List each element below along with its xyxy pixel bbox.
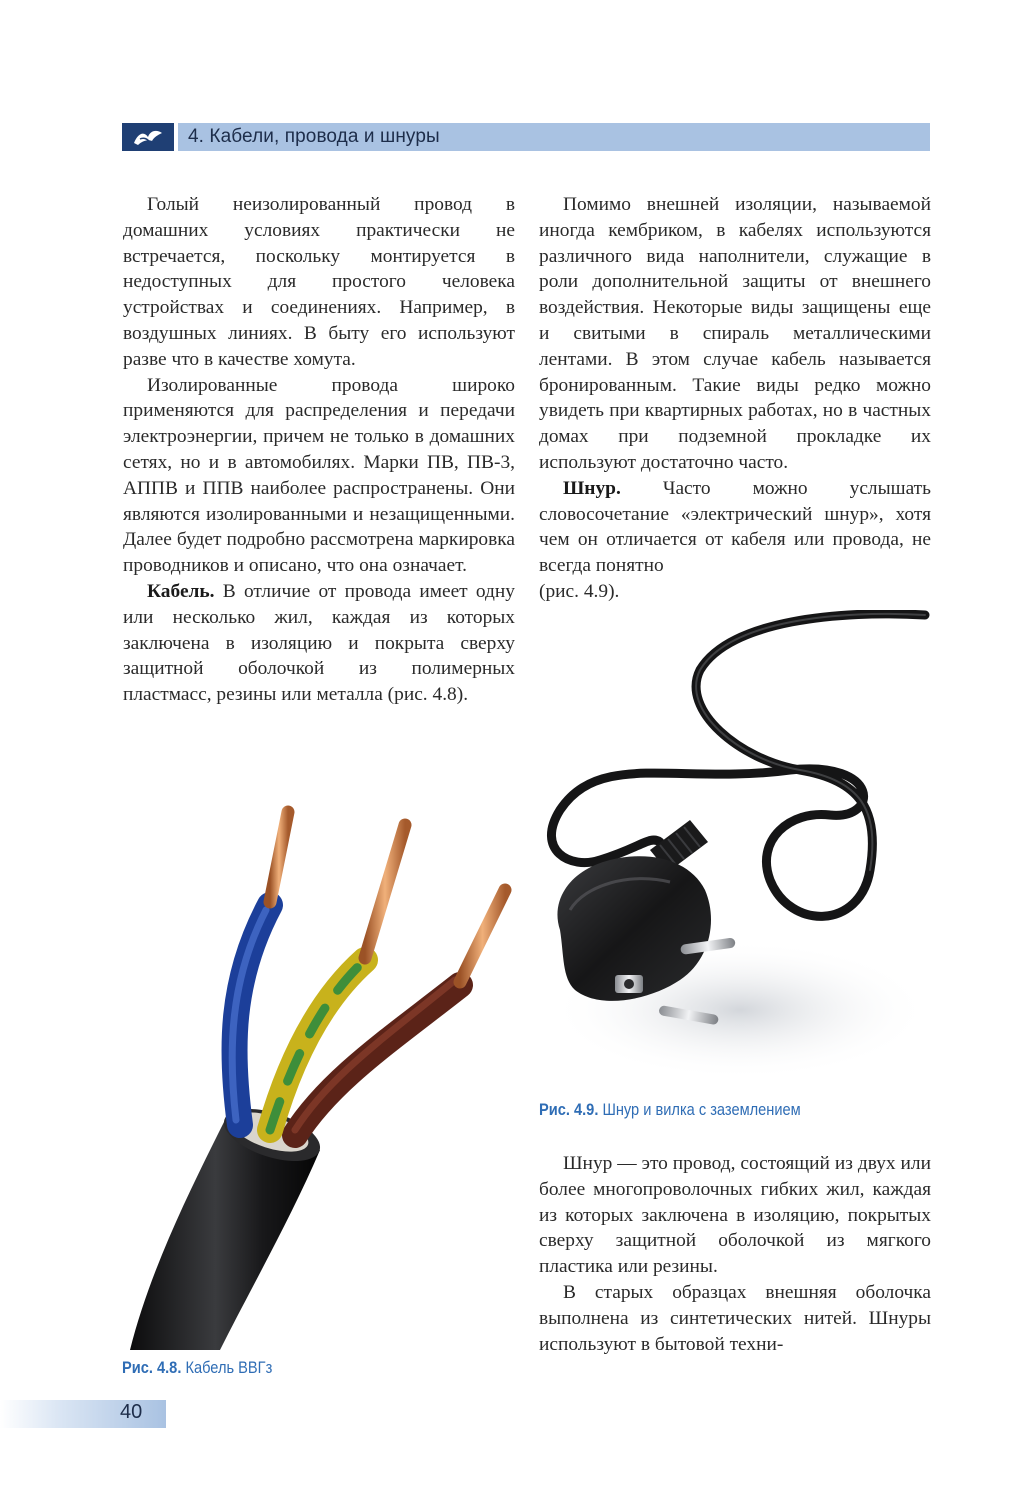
- term-cord: Шнур.: [563, 477, 621, 499]
- paragraph: [123, 579, 515, 708]
- paragraph-text: В отличие от провода имеет одну или несколько жил, каждая из которых заключена в изоляцию и покрыта сверху защитной оболочкой из полимерных пластмасс, резины или металла (рис. 4.8).: [123, 580, 515, 706]
- paragraph: Шнур — это провод, состоящий из двух или более многопроволочных гибких жил, каждая из которых заключена в изоляцию, покрытых сверху защитной оболочкой из мягкого пластика или резины.: [539, 1153, 931, 1278]
- chapter-logo: [122, 123, 174, 151]
- right-column-top: [539, 192, 931, 605]
- paragraph: Голый неизолированный провод в домашних условиях практически не встречается, поскольку монтируется в недоступных для простого человека устройствах и соединениях. Например, в воздушных линиях. В быту его используют разве что в качестве хомута.: [123, 194, 515, 370]
- figure-cable: [120, 790, 520, 1350]
- figure-caption-text: Кабель ВВГз: [181, 1358, 273, 1377]
- figure-number: Рис. 4.9.: [539, 1100, 599, 1119]
- decorative-swirl-icon: [132, 127, 166, 147]
- paragraph: Изолированные провода широко применяются для распределения и передачи электроэнергии, причем не только в домашних сетях, но и в автомобилях. Марки ПВ, ПВ-3, АППВ и ППВ наиболее распространены. Они являются изолированными и незащищенными. Далее будет подробно рассмотрена маркировка проводников и описано, что она означает.: [123, 374, 515, 577]
- chapter-title: 4. Кабели, провода и шнуры: [188, 126, 440, 147]
- figure-number: Рис. 4.8.: [122, 1358, 182, 1377]
- page-number: 40: [120, 1401, 143, 1423]
- figure-reference: (рис. 4.9).: [539, 580, 620, 602]
- term-cable: Кабель.: [147, 580, 215, 602]
- cable-illustration: [120, 790, 520, 1350]
- figure-caption-text: Шнур и вилка с заземлением: [598, 1100, 801, 1119]
- paragraph-text: Часто можно услышать словосочетание «электрический шнур», хотя чем он отличается от кабеля или провода, не всегда понятно: [539, 477, 931, 577]
- paragraph: В старых образцах внешняя оболочка выполнена из синтетических нитей. Шнуры используют в бытовой техни-: [539, 1281, 931, 1355]
- left-column: [123, 192, 515, 708]
- paragraph: [539, 476, 931, 579]
- chapter-header: [122, 123, 930, 151]
- cord-plug-illustration: [540, 610, 930, 1090]
- right-column-bottom: [539, 1151, 931, 1357]
- chapter-title-box: [178, 123, 930, 151]
- figure-caption: [539, 1100, 801, 1120]
- figure-caption: [122, 1358, 272, 1378]
- paragraph: Помимо внешней изоляции, называемой иногда кембриком, в кабелях используются различного вида наполнители, служащие в роли дополнительной защиты от внешнего воздействия. Некоторые виды защищены еще и свитыми в спираль металлическими лентами. В этом случае кабель называется бронированным. Такие виды редко можно увидеть при квартирных работах, но в частных домах при подземной прокладке их используют достаточно часто.: [539, 194, 931, 473]
- figure-cord-plug: [540, 610, 930, 1090]
